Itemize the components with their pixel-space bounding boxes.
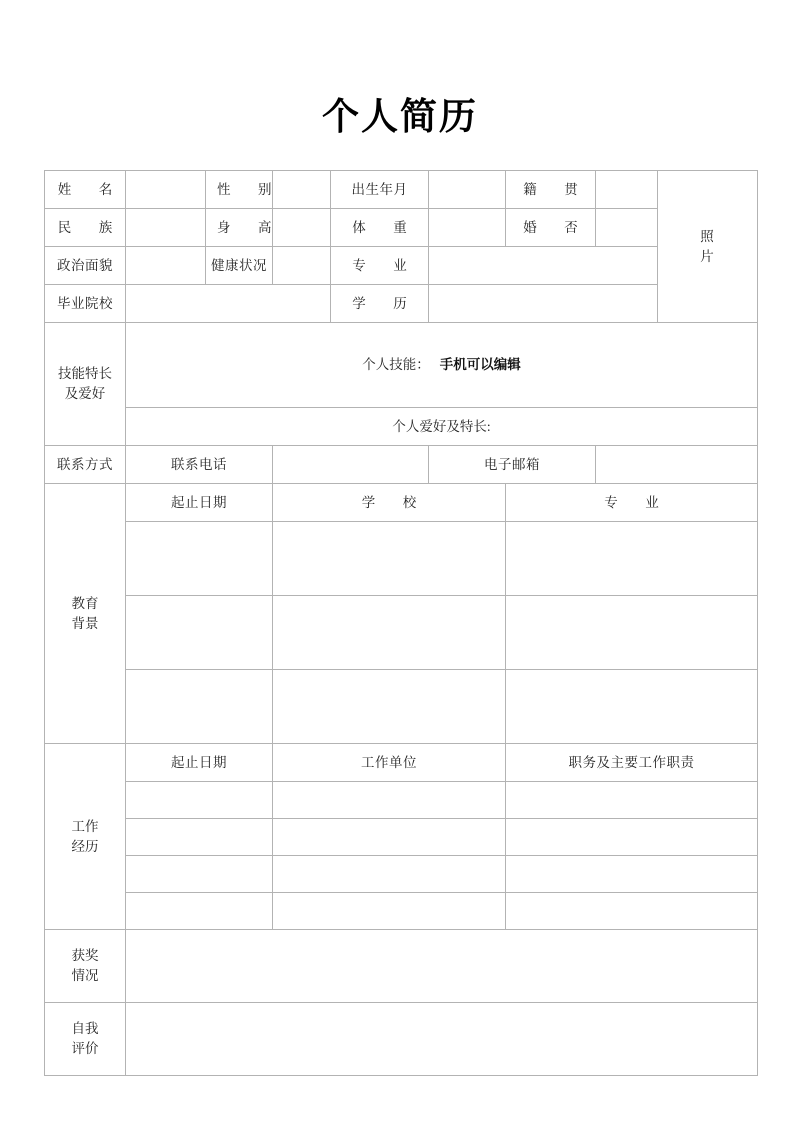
education-col-header-school: 学 校 xyxy=(273,484,506,522)
awards-label-line2: 情况 xyxy=(71,968,99,983)
field-marital-status-value[interactable] xyxy=(596,209,658,247)
skills-label-line2: 及爱好 xyxy=(64,386,106,401)
field-gender-value[interactable] xyxy=(273,171,331,209)
self-evaluation-row xyxy=(45,1003,758,1076)
field-weight-value[interactable] xyxy=(429,209,506,247)
photo-label-line1: 照 xyxy=(700,228,715,244)
field-political-status-value[interactable] xyxy=(126,247,206,285)
field-awards-value[interactable] xyxy=(126,930,758,1003)
self-evaluation-label-line1: 自我 xyxy=(71,1021,99,1037)
label-marital-status: 婚 否 xyxy=(506,209,596,247)
education-col-header-major: 专 业 xyxy=(506,484,758,522)
field-ethnicity-value[interactable] xyxy=(126,209,206,247)
education-cell-major[interactable] xyxy=(506,522,758,596)
education-cell-major[interactable] xyxy=(506,670,758,744)
education-cell-major[interactable] xyxy=(506,596,758,670)
basic-info-row-2 xyxy=(45,209,758,247)
label-contact-method: 联系方式 xyxy=(45,446,126,484)
awards-row xyxy=(45,930,758,1003)
skills-value: 手机可以编辑 xyxy=(439,357,521,373)
label-ethnicity: 民 族 xyxy=(45,209,126,247)
label-birthdate: 出生年月 xyxy=(331,171,429,209)
label-name: 姓 名 xyxy=(45,171,126,209)
education-cell-school[interactable] xyxy=(273,670,506,744)
education-cell-date[interactable] xyxy=(126,596,273,670)
label-self-evaluation xyxy=(45,1003,126,1076)
work-cell-employer[interactable] xyxy=(273,782,506,819)
skills-row-hobby xyxy=(45,408,758,446)
basic-info-row-1 xyxy=(45,171,758,209)
field-phone-value[interactable] xyxy=(273,446,429,484)
skills-label-line1: 技能特长 xyxy=(58,366,112,382)
awards-label-line1: 获奖 xyxy=(71,948,99,964)
work-cell-date[interactable] xyxy=(126,856,273,893)
page-title: 个人简历 xyxy=(322,97,478,138)
resume-table xyxy=(44,170,758,1076)
work-cell-employer[interactable] xyxy=(273,819,506,856)
label-native-place: 籍 贯 xyxy=(506,171,596,209)
label-graduate-school: 毕业院校 xyxy=(45,285,126,323)
education-cell-date[interactable] xyxy=(126,670,273,744)
education-header-row xyxy=(45,484,758,522)
work-col-header-date: 起止日期 xyxy=(126,744,273,782)
education-cell-school[interactable] xyxy=(273,596,506,670)
work-cell-duties[interactable] xyxy=(506,893,758,930)
work-cell-date[interactable] xyxy=(126,819,273,856)
work-row xyxy=(45,856,758,893)
education-row xyxy=(45,522,758,596)
basic-info-row-3 xyxy=(45,247,758,285)
field-major-value[interactable] xyxy=(429,247,658,285)
label-health: 健康状况 xyxy=(206,247,273,285)
label-work-experience xyxy=(45,744,126,930)
work-cell-date[interactable] xyxy=(126,782,273,819)
label-education-background xyxy=(45,484,126,744)
field-height-value[interactable] xyxy=(273,209,331,247)
field-name-value[interactable] xyxy=(126,171,206,209)
education-row xyxy=(45,670,758,744)
label-degree: 学 历 xyxy=(331,285,429,323)
basic-info-row-4 xyxy=(45,285,758,323)
label-email: 电子邮箱 xyxy=(429,446,596,484)
education-col-header-date: 起止日期 xyxy=(126,484,273,522)
work-header-row xyxy=(45,744,758,782)
education-label-line2: 背景 xyxy=(71,615,99,631)
work-cell-employer[interactable] xyxy=(273,856,506,893)
self-evaluation-label-line2: 评价 xyxy=(71,1041,99,1056)
photo-placeholder[interactable] xyxy=(658,171,758,323)
field-self-evaluation-value[interactable] xyxy=(126,1003,758,1076)
education-row xyxy=(45,596,758,670)
work-label-line2: 经历 xyxy=(71,838,99,854)
skills-prompt: 个人技能： xyxy=(362,357,430,373)
work-cell-duties[interactable] xyxy=(506,782,758,819)
label-gender: 性 别 xyxy=(206,171,273,209)
label-political-status: 政治面貌 xyxy=(45,247,126,285)
field-personal-hobbies[interactable] xyxy=(126,408,758,446)
work-cell-date[interactable] xyxy=(126,893,273,930)
field-degree-value[interactable] xyxy=(429,285,658,323)
field-native-place-value[interactable] xyxy=(596,171,658,209)
work-row xyxy=(45,782,758,819)
field-health-value[interactable] xyxy=(273,247,331,285)
label-weight: 体 重 xyxy=(331,209,429,247)
field-personal-skills[interactable] xyxy=(126,323,758,408)
work-label-line1: 工作 xyxy=(71,818,99,834)
label-skills-and-hobbies xyxy=(45,323,126,446)
work-col-header-employer: 工作单位 xyxy=(273,744,506,782)
field-graduate-school-value[interactable] xyxy=(126,285,331,323)
label-awards xyxy=(45,930,126,1003)
work-cell-duties[interactable] xyxy=(506,819,758,856)
education-cell-school[interactable] xyxy=(273,522,506,596)
education-cell-date[interactable] xyxy=(126,522,273,596)
field-email-value[interactable] xyxy=(596,446,758,484)
skills-row-skill xyxy=(45,323,758,408)
photo-label-line2: 片 xyxy=(700,248,715,264)
work-cell-duties[interactable] xyxy=(506,856,758,893)
work-row xyxy=(45,893,758,930)
field-birthdate-value[interactable] xyxy=(429,171,506,209)
education-label-line1: 教育 xyxy=(71,595,99,611)
label-major: 专 业 xyxy=(331,247,429,285)
hobbies-prompt: 个人爱好及特长: xyxy=(392,418,491,434)
work-row xyxy=(45,819,758,856)
label-phone: 联系电话 xyxy=(126,446,273,484)
work-cell-employer[interactable] xyxy=(273,893,506,930)
contact-row xyxy=(45,446,758,484)
work-col-header-duties: 职务及主要工作职责 xyxy=(506,744,758,782)
label-height: 身 高 xyxy=(206,209,273,247)
